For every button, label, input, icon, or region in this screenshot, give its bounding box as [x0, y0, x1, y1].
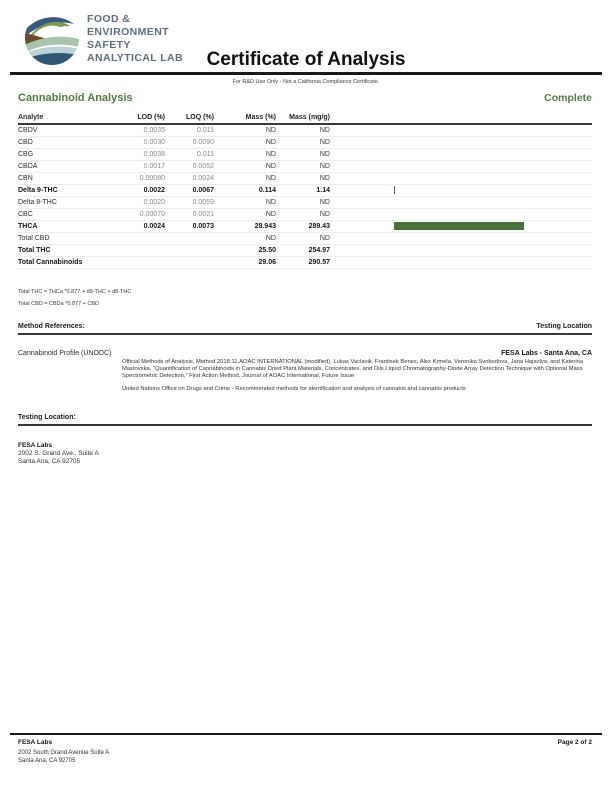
mass-mgg-cell: ND: [319, 162, 330, 170]
mass-mgg-cell: ND: [319, 198, 330, 206]
cannabinoid-table: [18, 113, 592, 269]
mass-mgg-cell: ND: [319, 174, 330, 182]
section-title: Cannabinoid Analysis: [18, 91, 133, 104]
method-references-heading: Method References:: [18, 322, 85, 330]
mass-mgg-cell: ND: [319, 210, 330, 218]
column-header-mass-mgg: Mass (mg/g): [289, 114, 330, 121]
table-row: [18, 233, 592, 245]
loq-cell: 0.011: [197, 126, 214, 134]
column-header-lod: LOD (%): [137, 114, 165, 121]
table-row: [18, 137, 592, 149]
page-title: Certificate of Analysis: [206, 49, 406, 70]
footer-lab-name: FESA Labs: [18, 739, 53, 746]
mass-pct-cell: 29.06: [258, 258, 276, 266]
footer-address: [18, 749, 109, 765]
lod-cell: 0.0022: [143, 186, 165, 194]
table-header-row: [18, 113, 592, 125]
analyte-cell: Delta 9-THC: [18, 186, 58, 194]
table-row: [18, 173, 592, 185]
analyte-cell: Total Cannabinoids: [18, 258, 83, 266]
analyte-cell: CBDV: [18, 126, 38, 134]
mass-pct-cell: ND: [265, 210, 276, 218]
page-number: Page 2 of 2: [557, 739, 592, 746]
address-line-1: 2002 S. Grand Ave., Suite A: [18, 449, 99, 457]
footer-divider: [10, 733, 602, 735]
mass-bar: [394, 222, 524, 231]
method-reference-row: [18, 350, 592, 357]
lod-cell: 0.0035: [143, 126, 165, 134]
testing-location-address: [18, 442, 592, 466]
mass-pct-cell: ND: [265, 234, 276, 242]
loq-cell: 0.011: [197, 150, 214, 158]
table-row: [18, 197, 592, 209]
total-cbd-formula: Total CBD = CBDa *0.877 + CBD: [18, 300, 100, 307]
mass-mgg-cell: ND: [319, 126, 330, 134]
analyte-cell: CBN: [18, 174, 33, 182]
table-row: [18, 221, 592, 233]
column-header-analyte: Analyte: [18, 114, 44, 121]
status-badge: Complete: [544, 91, 592, 104]
lod-cell: 0.0024: [143, 222, 165, 230]
loq-cell: 0.0059: [192, 198, 214, 206]
loq-cell: 0.0067: [192, 186, 214, 194]
footer-lab-block: [18, 739, 109, 765]
method-testing-location: FESA Labs - Santa Ana, CA: [501, 349, 592, 357]
method-citations: [122, 359, 592, 394]
mass-mgg-cell: 1.14: [316, 186, 330, 194]
lod-cell: 0.0030: [143, 138, 165, 146]
mass-mgg-cell: ND: [319, 138, 330, 146]
unodc-citation: United Nations Office on Drugs and Crime - Recommended methods for identification and analysis of cannabis and cannabis products: [122, 386, 466, 393]
mass-pct-cell: ND: [265, 198, 276, 206]
mass-bar-area: [330, 186, 592, 195]
mass-pct-cell: 28.943: [254, 222, 276, 230]
mass-mgg-cell: 290.57: [308, 258, 330, 266]
mass-mgg-cell: ND: [319, 234, 330, 242]
loq-cell: 0.0090: [192, 138, 214, 146]
compliance-disclaimer: For R&D Use Only - Not a California Compliance Certificate.: [232, 78, 380, 85]
analyte-cell: Total CBD: [18, 234, 50, 242]
table-row: [18, 209, 592, 221]
column-header-mass-pct: Mass (%): [245, 114, 276, 121]
analyte-cell: CBG: [18, 150, 34, 158]
table-row: [18, 161, 592, 173]
mass-pct-cell: ND: [265, 162, 276, 170]
lod-cell: 0.00070: [139, 210, 165, 218]
lab-name-line: ANALYTICAL LAB: [87, 52, 184, 64]
footer-content: [18, 739, 592, 765]
header-divider: [10, 72, 602, 75]
testing-location-header: [18, 414, 592, 426]
table-row: [18, 149, 592, 161]
mass-mgg-cell: 254.97: [308, 246, 330, 254]
mass-pct-cell: ND: [265, 138, 276, 146]
cannabinoid-table-body: [18, 125, 592, 269]
address-line-2: Santa Ana, CA 92705: [18, 457, 81, 465]
mass-pct-cell: ND: [265, 126, 276, 134]
analyte-cell: CBD: [18, 138, 33, 146]
method-references-header: [18, 323, 592, 335]
lod-cell: 0.00080: [139, 174, 165, 182]
mass-mgg-cell: ND: [319, 150, 330, 158]
mass-pct-cell: 25.50: [258, 246, 276, 254]
testing-location-heading: Testing Location:: [18, 413, 76, 421]
loq-cell: 0.0021: [192, 210, 214, 218]
mass-pct-cell: ND: [265, 174, 276, 182]
lab-name-line: SAFETY: [87, 39, 131, 51]
lod-cell: 0.0038: [143, 150, 165, 158]
analyte-cell: Total THC: [18, 246, 51, 254]
footer-address-line-2: Santa Ana, CA 92705: [18, 758, 76, 764]
lab-name-line: ENVIRONMENT: [87, 26, 169, 38]
footer-address-line-1: 2002 South Grand Avenue Suite A: [18, 750, 110, 756]
section-header: [18, 92, 592, 104]
page-footer: [0, 733, 612, 765]
lab-name-text: FESA Labs: [18, 441, 53, 449]
analyte-cell: Delta 8-THC: [18, 198, 57, 206]
table-row: [18, 245, 592, 257]
loq-cell: 0.0073: [192, 222, 214, 230]
table-row: [18, 185, 592, 197]
loq-cell: 0.0052: [192, 162, 214, 170]
mass-bar-area: [330, 222, 592, 231]
analyte-cell: CBDA: [18, 162, 38, 170]
table-row: [18, 257, 592, 269]
table-row: [18, 125, 592, 137]
mass-bar: [394, 186, 395, 195]
analyte-cell: CBC: [18, 210, 33, 218]
calculation-footnotes: [18, 286, 592, 310]
loq-cell: 0.0024: [192, 174, 214, 182]
method-profile-label: Cannabinoid Profile (UNODC): [18, 349, 112, 357]
mass-pct-cell: 0.114: [258, 186, 276, 194]
lod-cell: 0.0017: [143, 162, 165, 170]
lab-name-line: FOOD &: [87, 13, 131, 25]
column-header-loq: LOQ (%): [186, 114, 214, 121]
total-thc-formula: Total THC = THCa *0.877 + d9-THC + d8-THC: [18, 288, 132, 295]
analyte-cell: THCA: [18, 222, 38, 230]
lod-cell: 0.0020: [143, 198, 165, 206]
aoac-citation: Official Methods of Analysis, Method 2018.11.AOAC INTERNATIONAL (modified), Lukas Vaclavik, Frantisek Benes, Alex Krmela, Veronika Svobodova, Jana Hajsolva, and Katerina Mastovska, "Quantification of Cannabinoids in Cannabis Dried Plant Materials, Concentrates, and Oils Liquid Chromatography-Diode Array Detection Technique with Optional Mass Spectrometric Detection," First Action Method, Journal of AOAC International, Future Issue: [122, 358, 584, 380]
document-header: [0, 0, 612, 72]
testing-location-column-heading: Testing Location: [536, 322, 592, 330]
mass-mgg-cell: 289.43: [308, 222, 330, 230]
mass-pct-cell: ND: [265, 150, 276, 158]
